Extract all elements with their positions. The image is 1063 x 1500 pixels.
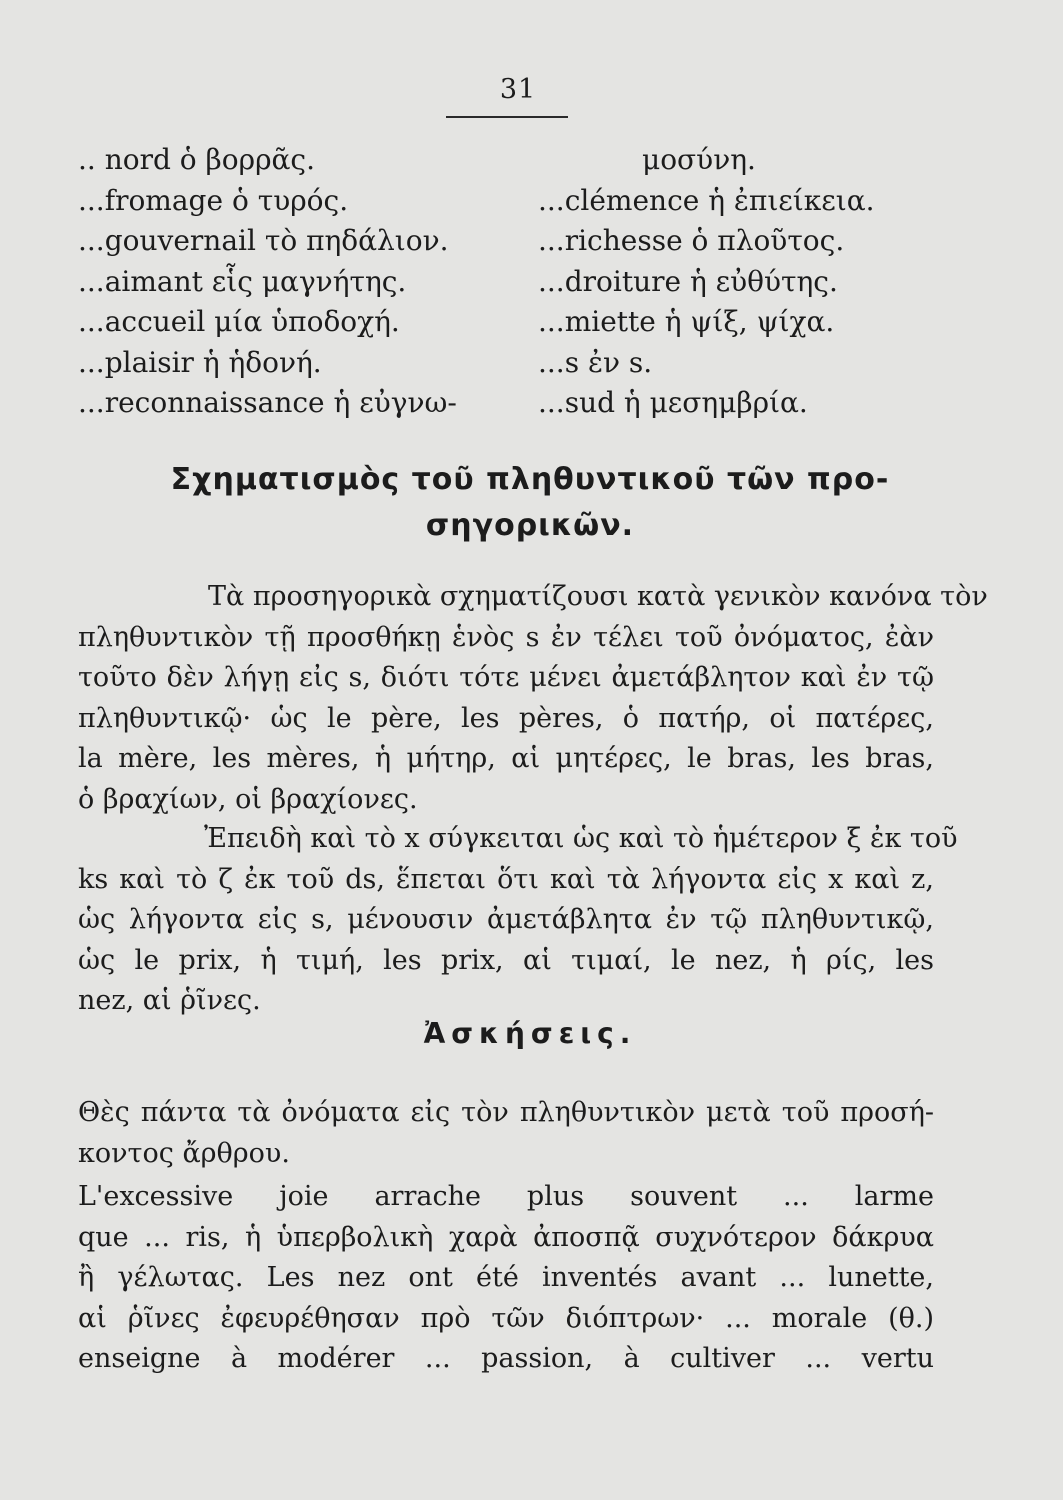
text-line: ἢ γέλωτας. Les nez ont été inventés avant ... lunette,: [78, 1262, 934, 1293]
text-line: Ἐπειδὴ καὶ τὸ x σύγκειται ὡς καὶ τὸ ἡμέτερον ξ ἐκ τοῦ: [204, 823, 958, 854]
vocab-entry: .. nord ὁ βορρᾶς.: [78, 143, 316, 176]
paragraph-plural-rule: [78, 577, 988, 820]
exercise-instruction: [78, 1093, 934, 1174]
text-line: la mère, les mères, ἡ μήτηρ, αἱ μητέρες, le bras, les bras,: [78, 743, 934, 774]
vocab-entry: ...accueil μία ὑποδοχή.: [78, 305, 400, 338]
vocab-entry: ...plaisir ἡ ἡδονή.: [78, 345, 322, 379]
vocab-column-left: [78, 140, 518, 424]
exercises-heading: Ἀσκήσεις.: [423, 1017, 637, 1050]
text-line: ὡς λήγοντα εἰς s, μένουσιν ἀμετάβλητα ἐν τῷ πληθυντικῷ,: [78, 904, 934, 935]
text-line: enseigne à modérer ... passion, à cultiver ... vertu: [78, 1343, 934, 1374]
vocab-entry: ...aimant εἷς μαγνήτης.: [78, 264, 407, 298]
text-line: κοντος ἄρθρου.: [78, 1137, 290, 1169]
vocab-entry: ...gouvernail τὸ πηδάλιον.: [78, 224, 449, 257]
vocab-entry: ...miette ἡ ψίξ, ψίχα.: [538, 305, 835, 338]
text-line: ὁ βραχίων, οἱ βραχίονες.: [78, 783, 418, 815]
text-line: Τὰ προσηγορικὰ σχηματίζουσι κατὰ γενικὸν κανόνα τὸν: [208, 581, 988, 612]
vocab-entry: ...fromage ὁ τυρός.: [78, 183, 349, 217]
vocab-entry: μοσύνη.: [642, 143, 756, 176]
paragraph-x-z-rule: [78, 819, 958, 1022]
vocab-entry: ...richesse ὁ πλοῦτος.: [538, 224, 845, 257]
page-number: 31: [499, 74, 537, 105]
vocab-entry: ...reconnaissance ἡ εὐγνω-: [78, 386, 457, 419]
page-number-rule: [446, 116, 568, 118]
text-line: πληθυντικὸν τῇ προσθήκῃ ἑνὸς s ἐν τέλει τοῦ ὀνόματος, ἐὰν: [78, 621, 934, 653]
vocab-entry: ...clémence ἡ ἐπιείκεια.: [538, 183, 875, 217]
vocab-entry: ...droiture ἡ εὐθύτης.: [538, 264, 838, 298]
text-line: πληθυντικῷ· ὡς le père, les pères, ὁ πατήρ, οἱ πατέρες,: [78, 702, 934, 734]
text-line: αἱ ῥῖνες ἐφευρέθησαν πρὸ τῶν διόπτρων· ... morale (θ.): [78, 1302, 934, 1334]
vocab-column-right: [538, 140, 958, 424]
text-line: L'excessive joie arrache plus souvent ... larme: [78, 1181, 934, 1212]
section-heading-cont: σηγορικῶν.: [425, 508, 635, 543]
text-line: τοῦτο δὲν λήγῃ εἰς s, διότι τότε μένει ἀμετάβλητον καὶ ἐν τῷ: [78, 662, 934, 693]
text-line: que ... ris, ἡ ὑπερβολικὴ χαρὰ ἀποσπᾷ συχνότερον δάκρυα: [78, 1221, 934, 1253]
text-line: Θὲς πάντα τὰ ὀνόματα εἰς τὸν πληθυντικὸν μετὰ τοῦ προσή-: [78, 1097, 934, 1128]
text-line: nez, αἱ ῥῖνες.: [78, 985, 261, 1016]
text-line: ὡς le prix, ἡ τιμή, les prix, αἱ τιμαί, le nez, ἡ ρίς, les: [78, 944, 934, 976]
text-line: ks καὶ τὸ ζ ἐκ τοῦ ds, ἕπεται ὅτι καὶ τὰ λήγοντα εἰς x καὶ z,: [78, 863, 934, 895]
exercise-text: [78, 1177, 934, 1380]
vocab-entry: ...sud ἡ μεσημβρία.: [538, 386, 808, 419]
section-heading: Σχηματισμὸς τοῦ πληθυντικοῦ τῶν προ-: [170, 462, 890, 497]
vocab-entry: ...s ἐν s.: [538, 345, 653, 379]
